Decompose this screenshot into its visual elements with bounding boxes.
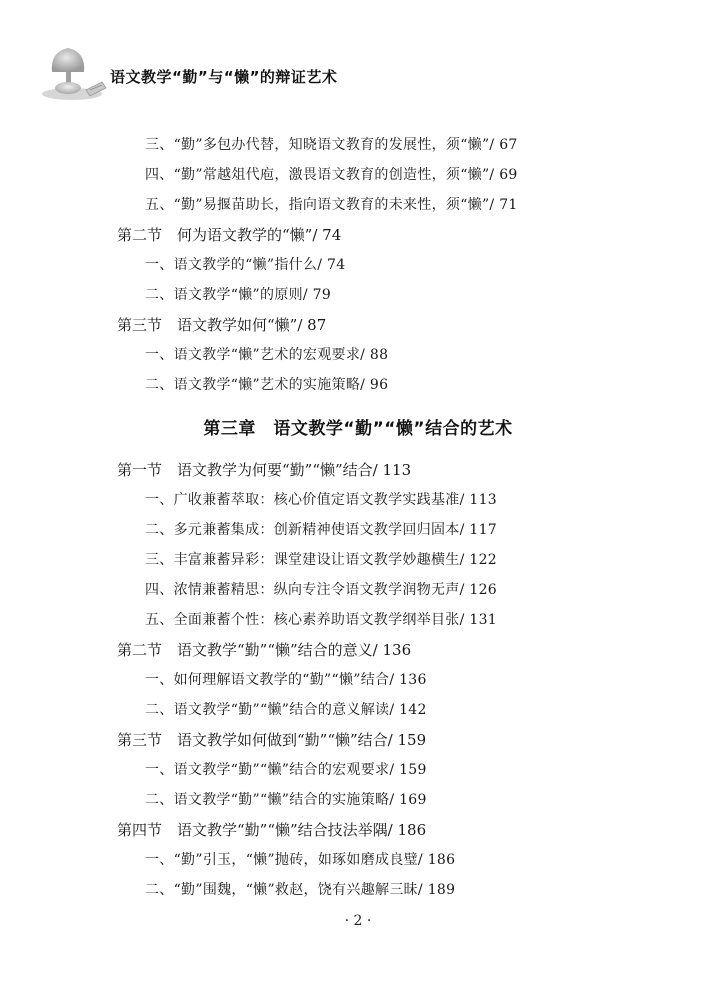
toc-item: 二、语文教学“懒”的原则/ 79 <box>145 287 332 303</box>
toc-section: 第三节 语文教学如何做到“勤”“懒”结合/ 159 <box>117 731 427 749</box>
running-header <box>0 0 716 110</box>
toc-item: 三、丰富兼蓄异彩：课堂建设让语文教学妙趣横生/ 122 <box>145 552 497 568</box>
toc-item: 一、广收兼蓄萃取：核心价值定语文教学实践基准/ 113 <box>145 492 497 508</box>
toc-item: 一、“勤”引玉，“懒”抛砖，如琢如磨成良璧/ 186 <box>145 852 456 868</box>
toc-item: 二、语文教学“勤”“懒”结合的实施策略/ 169 <box>145 792 427 808</box>
chapter-heading: 第三章 语文教学“勤”“懒”结合的艺术 <box>203 419 513 439</box>
toc-item: 二、“勤”围魏，“懒”救赵，饶有兴趣解三昧/ 189 <box>145 882 456 898</box>
toc-item: 二、语文教学“懒”艺术的实施策略/ 96 <box>145 377 389 393</box>
toc-section: 第四节 语文教学“勤”“懒”结合技法举隅/ 186 <box>117 821 427 839</box>
toc-item: 二、多元兼蓄集成：创新精神使语文教学回归固本/ 117 <box>145 522 497 538</box>
toc-item: 四、“勤”常越俎代庖，激畏语文教育的创造性，须“懒”/ 69 <box>145 167 518 183</box>
running-header-title: 语文教学“勤”与“懒”的辩证艺术 <box>110 68 338 86</box>
toc-item: 三、“勤”多包办代替，知晓语文教育的发展性，须“懒”/ 67 <box>145 137 518 153</box>
page-number: · 2 · <box>344 913 372 929</box>
toc-item: 一、语文教学的“懒”指什么/ 74 <box>145 257 346 273</box>
toc-section: 第三节 语文教学如何“懒”/ 87 <box>117 316 327 334</box>
lamp-icon <box>40 42 110 102</box>
toc-item: 一、如何理解语文教学的“勤”“懒”结合/ 136 <box>145 672 427 688</box>
toc-item: 一、语文教学“勤”“懒”结合的宏观要求/ 159 <box>145 762 427 778</box>
toc-item: 二、语文教学“勤”“懒”结合的意义解读/ 142 <box>145 702 427 718</box>
toc-item: 一、语文教学“懒”艺术的宏观要求/ 88 <box>145 347 389 363</box>
toc-item: 五、全面兼蓄个性：核心素养助语文教学纲举目张/ 131 <box>145 612 497 628</box>
toc-item: 四、浓情兼蓄精思：纵向专注令语文教学润物无声/ 126 <box>145 582 497 598</box>
toc-section: 第二节 语文教学“勤”“懒”结合的意义/ 136 <box>117 641 412 659</box>
toc-section: 第一节 语文教学为何要“勤”“懒”结合/ 113 <box>117 461 412 479</box>
toc-section: 第二节 何为语文教学的“懒”/ 74 <box>117 226 342 244</box>
toc-item: 五、“勤”易揠苗助长，指向语文教育的未来性，须“懒”/ 71 <box>145 197 518 213</box>
